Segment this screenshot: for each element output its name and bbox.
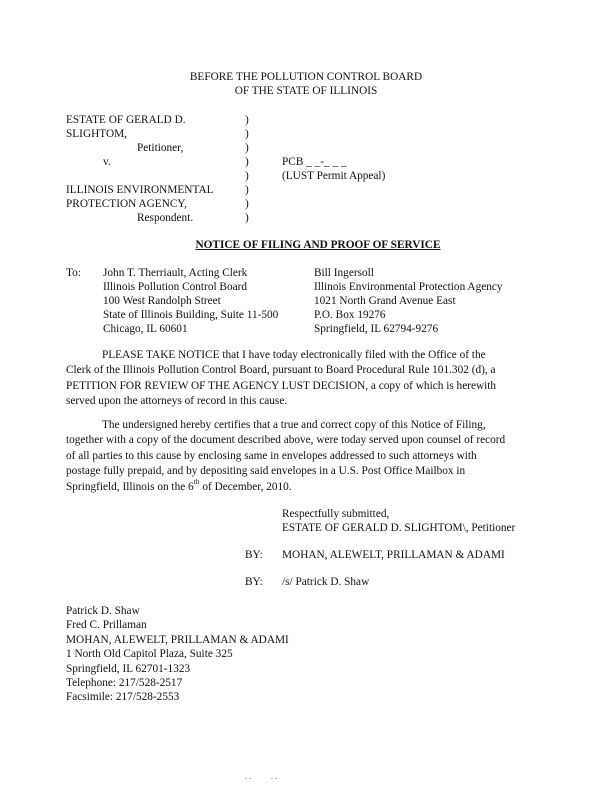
paragraph-line: PETITION FOR REVIEW OF THE AGENCY LUST DECISION, a copy of which is herewith xyxy=(66,379,497,392)
respondent-role: Respondent. xyxy=(137,212,194,224)
respondent-name-line2: PROTECTION AGENCY, xyxy=(66,198,187,210)
case-type: (LUST Permit Appeal) xyxy=(282,170,386,182)
petitioner-role: Petitioner, xyxy=(137,142,184,154)
attorney-contact-block xyxy=(66,604,289,705)
recipient-line: P.O. Box 19276 xyxy=(314,309,386,321)
recipient-line: Illinois Pollution Control Board xyxy=(103,281,248,293)
notice-paragraph xyxy=(66,348,560,410)
attorney-line: Telephone: 217/528-2517 xyxy=(66,677,183,690)
paragraph-line: of all parties to this cause by enclosing same in envelopes addressed to such attorneys with xyxy=(66,449,477,462)
board-heading-line1: BEFORE THE POLLUTION CONTROL BOARD xyxy=(189,71,423,83)
paragraph-line: The undersigned hereby certifies that a true and correct copy of this Notice of Filing, xyxy=(102,419,486,431)
recipient-line: Chicago, IL 60601 xyxy=(103,323,188,335)
caption-paren: ) xyxy=(245,142,249,154)
paragraph-line: PLEASE TAKE NOTICE that I have today electronically filed with the Office of the xyxy=(102,349,486,361)
paragraph-line: served upon the attorneys of record in this cause. xyxy=(66,395,288,408)
electronic-signature: /s/ Patrick D. Shaw xyxy=(282,576,370,588)
closing: Respectfully submitted, xyxy=(282,508,390,520)
attorney-line: Facsimile: 217/528-2553 xyxy=(66,691,180,704)
by-label: BY: xyxy=(245,576,263,588)
recipient-line: 100 West Randolph Street xyxy=(103,295,221,307)
respondent-name-line1: ILLINOIS ENVIRONMENTAL xyxy=(66,184,214,196)
to-label: To: xyxy=(66,267,81,279)
recipient-line: Bill Ingersoll xyxy=(314,267,374,279)
caption-paren: ) xyxy=(245,170,249,182)
caption-paren: ) xyxy=(245,212,249,224)
recipient-clerk xyxy=(103,266,278,336)
recipient-line: Illinois Environmental Protection Agency xyxy=(314,281,503,293)
attorney-line: Fred C. Prillaman xyxy=(66,619,147,632)
attorney-line: 1 North Old Capitol Plaza, Suite 325 xyxy=(66,648,233,661)
caption-paren: ) xyxy=(245,156,249,168)
paragraph-line: Clerk of the Illinois Pollution Control Board, pursuant to Board Procedural Rule 101.302 (d), a xyxy=(66,364,496,377)
footer-marks: . . . . xyxy=(245,772,277,781)
petitioner-name-line2: SLIGHTOM, xyxy=(66,128,127,140)
caption-paren: ) xyxy=(245,184,249,196)
case-number: PCB _ _-_ _ _ xyxy=(282,156,347,168)
recipient-line: Springfield, IL 62794-9276 xyxy=(314,323,439,335)
caption-paren: ) xyxy=(245,128,249,140)
law-firm: MOHAN, ALEWELT, PRILLAMAN & ADAMI xyxy=(282,549,505,561)
paragraph-line: Springfield, Illinois on the 6th of December, 2010. xyxy=(66,476,292,493)
recipient-line: State of Illinois Building, Suite 11-500 xyxy=(103,309,279,321)
recipient-line: John T. Therriault, Acting Clerk xyxy=(103,267,248,279)
paragraph-line: postage fully prepaid, and by depositing said envelopes in a U.S. Post Office Mailbox in xyxy=(66,465,466,478)
recipient-agency xyxy=(314,266,503,336)
attorney-line: Patrick D. Shaw xyxy=(66,605,140,617)
caption-paren: ) xyxy=(245,198,249,210)
attorney-line: MOHAN, ALEWELT, PRILLAMAN & ADAMI xyxy=(66,633,289,646)
caption-paren: ) xyxy=(245,114,249,126)
by-label: BY: xyxy=(245,549,263,561)
versus-label: v. xyxy=(103,156,111,168)
petitioner-name-line1: ESTATE OF GERALD D. xyxy=(66,114,186,126)
certification-paragraph xyxy=(66,418,560,495)
paragraph-line: together with a copy of the document described above, were today served upon counsel of record xyxy=(66,434,506,447)
notice-title: NOTICE OF FILING AND PROOF OF SERVICE xyxy=(195,239,441,251)
board-heading-line2: OF THE STATE OF ILLINOIS xyxy=(234,85,378,97)
party-name: ESTATE OF GERALD D. SLIGHTOM\, Petitioner xyxy=(282,522,516,534)
recipient-line: 1021 North Grand Avenue East xyxy=(314,295,456,307)
attorney-line: Springfield, IL 62701-1323 xyxy=(66,662,191,675)
